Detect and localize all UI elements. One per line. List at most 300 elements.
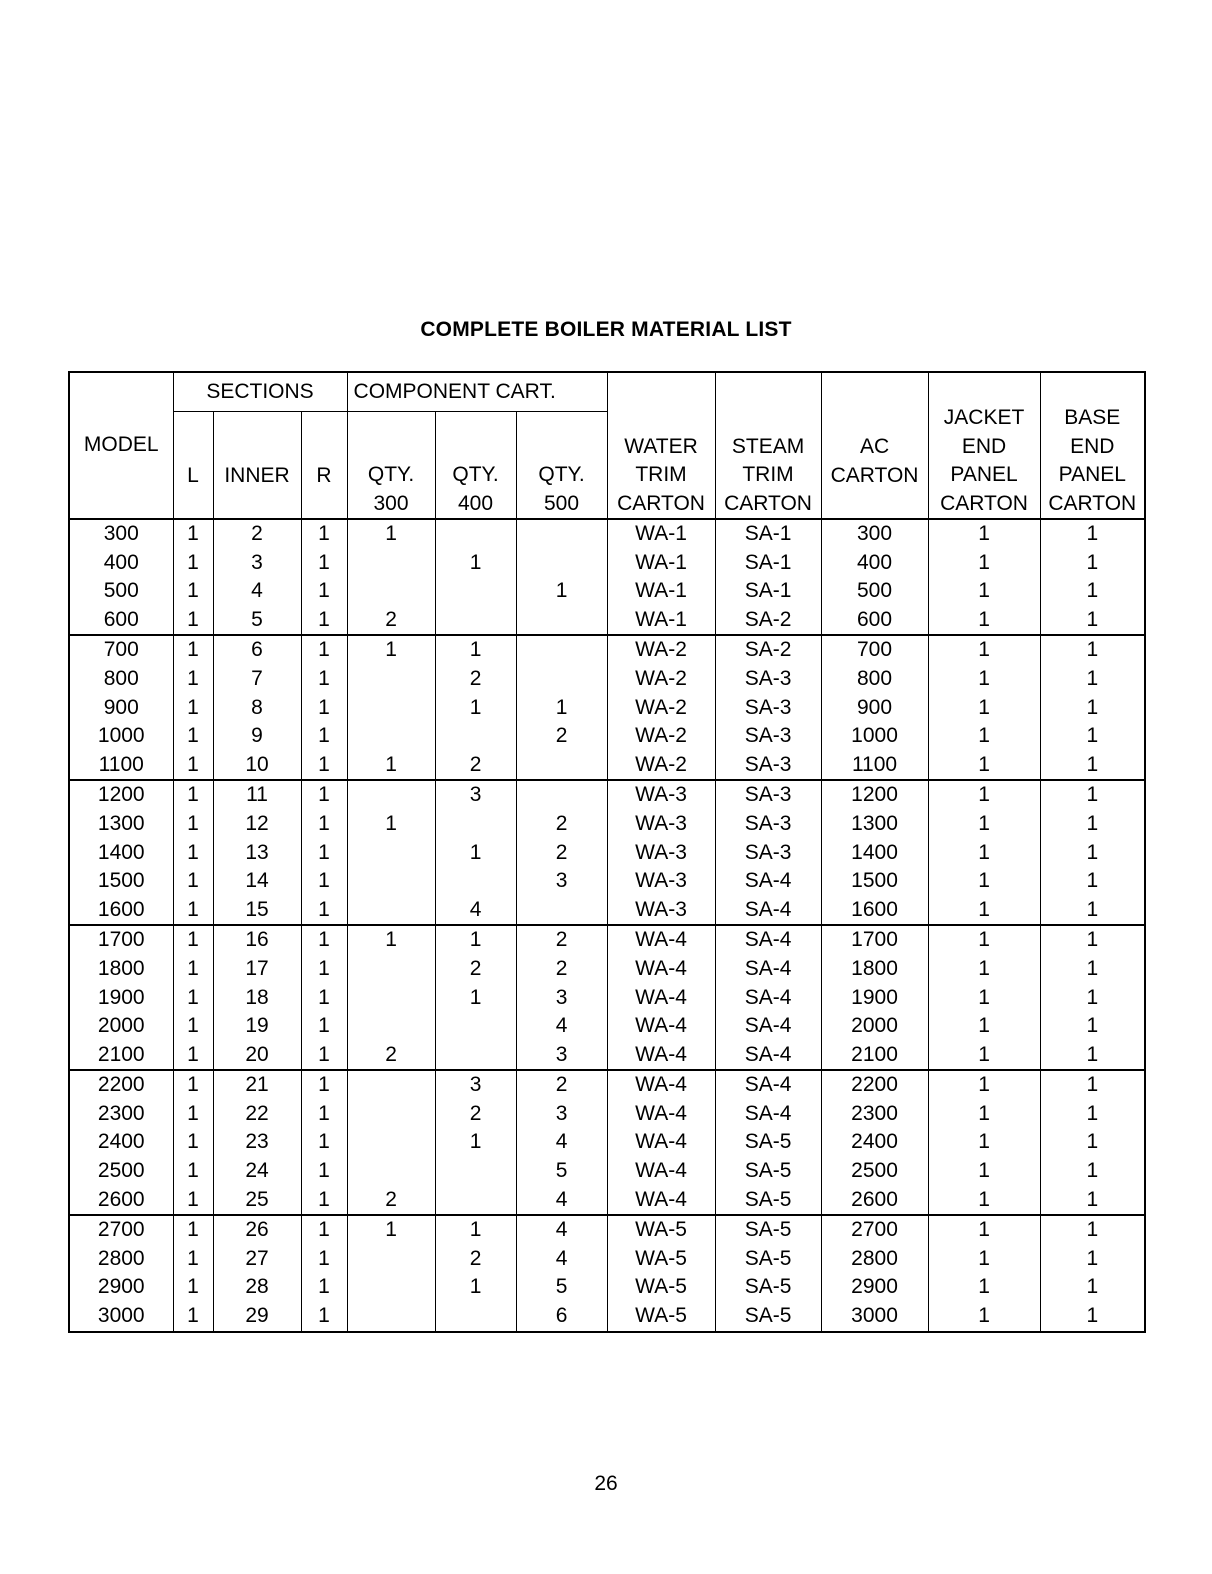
cell-base-end-panel: 1 bbox=[1040, 1041, 1145, 1071]
cell-ac-carton: 1100 bbox=[821, 751, 928, 781]
cell-sections-inner: 24 bbox=[213, 1157, 301, 1186]
cell-steam-trim: SA-3 bbox=[715, 839, 821, 868]
cell-jacket-end-panel: 1 bbox=[928, 606, 1040, 636]
cell-base-end-panel: 1 bbox=[1040, 694, 1145, 723]
table-row bbox=[69, 925, 1145, 955]
cell-water-trim: WA-4 bbox=[607, 1070, 715, 1100]
cell-ac-carton: 2100 bbox=[821, 1041, 928, 1071]
cell-jacket-end-panel: 1 bbox=[928, 635, 1040, 665]
cell-qty-500: 1 bbox=[516, 694, 607, 723]
cell-qty-300 bbox=[347, 1273, 435, 1302]
cell-jacket-end-panel: 1 bbox=[928, 1070, 1040, 1100]
cell-sections-inner: 10 bbox=[213, 751, 301, 781]
cell-qty-500: 3 bbox=[516, 867, 607, 896]
header-component-cart: COMPONENT CART. bbox=[347, 372, 607, 412]
cell-base-end-panel: 1 bbox=[1040, 1186, 1145, 1216]
cell-qty-400 bbox=[435, 1186, 516, 1216]
cell-sections-r: 1 bbox=[301, 606, 347, 636]
cell-sections-inner: 27 bbox=[213, 1245, 301, 1274]
cell-qty-400 bbox=[435, 606, 516, 636]
cell-qty-300 bbox=[347, 1012, 435, 1041]
header-jacket-line: JACKET bbox=[943, 406, 1025, 429]
cell-qty-400 bbox=[435, 810, 516, 839]
cell-sections-l: 1 bbox=[173, 1302, 213, 1332]
cell-qty-500: 6 bbox=[516, 1302, 607, 1332]
cell-ac-carton: 400 bbox=[821, 549, 928, 578]
cell-sections-r: 1 bbox=[301, 810, 347, 839]
table-row bbox=[69, 839, 1145, 868]
cell-jacket-end-panel: 1 bbox=[928, 1302, 1040, 1332]
cell-steam-trim: SA-1 bbox=[715, 549, 821, 578]
cell-jacket-end-panel: 1 bbox=[928, 1215, 1040, 1245]
cell-jacket-end-panel: 1 bbox=[928, 665, 1040, 694]
header-base-line: BASE bbox=[1064, 406, 1121, 429]
cell-qty-500: 4 bbox=[516, 1215, 607, 1245]
cell-ac-carton: 1300 bbox=[821, 810, 928, 839]
cell-steam-trim: SA-4 bbox=[715, 867, 821, 896]
cell-qty-300 bbox=[347, 1245, 435, 1274]
table-row bbox=[69, 1186, 1145, 1216]
cell-sections-inner: 19 bbox=[213, 1012, 301, 1041]
cell-sections-l: 1 bbox=[173, 694, 213, 723]
cell-qty-400: 1 bbox=[435, 1215, 516, 1245]
cell-base-end-panel: 1 bbox=[1040, 1245, 1145, 1274]
cell-sections-l: 1 bbox=[173, 665, 213, 694]
cell-base-end-panel: 1 bbox=[1040, 1012, 1145, 1041]
cell-qty-300 bbox=[347, 839, 435, 868]
cell-jacket-end-panel: 1 bbox=[928, 780, 1040, 810]
cell-steam-trim: SA-2 bbox=[715, 606, 821, 636]
cell-base-end-panel: 1 bbox=[1040, 519, 1145, 549]
cell-ac-carton: 1400 bbox=[821, 839, 928, 868]
cell-model: 1100 bbox=[69, 751, 173, 781]
cell-steam-trim: SA-3 bbox=[715, 751, 821, 781]
cell-sections-r: 1 bbox=[301, 1273, 347, 1302]
cell-sections-l: 1 bbox=[173, 722, 213, 751]
cell-qty-300 bbox=[347, 694, 435, 723]
cell-base-end-panel: 1 bbox=[1040, 1128, 1145, 1157]
cell-sections-r: 1 bbox=[301, 1186, 347, 1216]
cell-ac-carton: 1600 bbox=[821, 896, 928, 926]
cell-water-trim: WA-3 bbox=[607, 810, 715, 839]
cell-qty-400: 1 bbox=[435, 839, 516, 868]
cell-sections-l: 1 bbox=[173, 1070, 213, 1100]
cell-model: 1200 bbox=[69, 780, 173, 810]
cell-sections-r: 1 bbox=[301, 635, 347, 665]
cell-jacket-end-panel: 1 bbox=[928, 1041, 1040, 1071]
cell-sections-l: 1 bbox=[173, 1157, 213, 1186]
cell-model: 600 bbox=[69, 606, 173, 636]
cell-qty-300 bbox=[347, 577, 435, 606]
cell-sections-inner: 26 bbox=[213, 1215, 301, 1245]
cell-sections-inner: 3 bbox=[213, 549, 301, 578]
cell-qty-400 bbox=[435, 1041, 516, 1071]
cell-qty-400: 1 bbox=[435, 694, 516, 723]
cell-sections-r: 1 bbox=[301, 1245, 347, 1274]
cell-sections-r: 1 bbox=[301, 896, 347, 926]
cell-qty-300: 1 bbox=[347, 751, 435, 781]
cell-base-end-panel: 1 bbox=[1040, 1070, 1145, 1100]
cell-model: 3000 bbox=[69, 1302, 173, 1332]
cell-qty-300: 2 bbox=[347, 1041, 435, 1071]
cell-sections-r: 1 bbox=[301, 549, 347, 578]
cell-qty-300 bbox=[347, 1128, 435, 1157]
cell-sections-l: 1 bbox=[173, 925, 213, 955]
table-row bbox=[69, 665, 1145, 694]
cell-ac-carton: 1000 bbox=[821, 722, 928, 751]
cell-qty-300 bbox=[347, 896, 435, 926]
cell-sections-r: 1 bbox=[301, 780, 347, 810]
cell-jacket-end-panel: 1 bbox=[928, 1100, 1040, 1129]
cell-steam-trim: SA-5 bbox=[715, 1157, 821, 1186]
cell-water-trim: WA-2 bbox=[607, 751, 715, 781]
cell-steam-trim: SA-4 bbox=[715, 984, 821, 1013]
cell-model: 2400 bbox=[69, 1128, 173, 1157]
table-header bbox=[69, 372, 1145, 519]
cell-sections-l: 1 bbox=[173, 839, 213, 868]
cell-sections-inner: 7 bbox=[213, 665, 301, 694]
cell-sections-l: 1 bbox=[173, 1128, 213, 1157]
cell-qty-400: 2 bbox=[435, 751, 516, 781]
cell-sections-l: 1 bbox=[173, 1041, 213, 1071]
cell-qty-300 bbox=[347, 780, 435, 810]
header-steam-trim-line: STEAM bbox=[731, 434, 805, 458]
cell-steam-trim: SA-5 bbox=[715, 1273, 821, 1302]
cell-qty-300 bbox=[347, 984, 435, 1013]
cell-qty-400: 3 bbox=[435, 780, 516, 810]
cell-model: 700 bbox=[69, 635, 173, 665]
cell-ac-carton: 2900 bbox=[821, 1273, 928, 1302]
cell-sections-inner: 5 bbox=[213, 606, 301, 636]
table-row bbox=[69, 1070, 1145, 1100]
cell-qty-500 bbox=[516, 751, 607, 781]
header-water-trim bbox=[607, 372, 715, 519]
cell-sections-inner: 25 bbox=[213, 1186, 301, 1216]
cell-water-trim: WA-2 bbox=[607, 665, 715, 694]
header-qty-300-line: 300 bbox=[373, 491, 409, 515]
cell-ac-carton: 900 bbox=[821, 694, 928, 723]
header-sections-l: L bbox=[173, 412, 213, 520]
cell-water-trim: WA-4 bbox=[607, 1128, 715, 1157]
cell-sections-r: 1 bbox=[301, 1302, 347, 1332]
cell-qty-500: 2 bbox=[516, 810, 607, 839]
cell-qty-500: 1 bbox=[516, 577, 607, 606]
cell-steam-trim: SA-5 bbox=[715, 1215, 821, 1245]
cell-water-trim: WA-5 bbox=[607, 1302, 715, 1332]
cell-jacket-end-panel: 1 bbox=[928, 955, 1040, 984]
cell-ac-carton: 1200 bbox=[821, 780, 928, 810]
cell-jacket-end-panel: 1 bbox=[928, 839, 1040, 868]
cell-model: 1900 bbox=[69, 984, 173, 1013]
cell-model: 2100 bbox=[69, 1041, 173, 1071]
cell-base-end-panel: 1 bbox=[1040, 984, 1145, 1013]
cell-jacket-end-panel: 1 bbox=[928, 925, 1040, 955]
cell-water-trim: WA-1 bbox=[607, 606, 715, 636]
cell-sections-inner: 6 bbox=[213, 635, 301, 665]
cell-water-trim: WA-2 bbox=[607, 722, 715, 751]
cell-sections-r: 1 bbox=[301, 1157, 347, 1186]
cell-base-end-panel: 1 bbox=[1040, 867, 1145, 896]
cell-qty-500: 5 bbox=[516, 1273, 607, 1302]
cell-base-end-panel: 1 bbox=[1040, 1273, 1145, 1302]
cell-sections-l: 1 bbox=[173, 896, 213, 926]
cell-model: 1800 bbox=[69, 955, 173, 984]
cell-sections-r: 1 bbox=[301, 519, 347, 549]
cell-water-trim: WA-3 bbox=[607, 839, 715, 868]
cell-sections-l: 1 bbox=[173, 1186, 213, 1216]
cell-qty-300: 1 bbox=[347, 1215, 435, 1245]
header-qty-500 bbox=[516, 412, 607, 520]
header-jacket-line: CARTON bbox=[940, 491, 1028, 515]
header-water-trim-line: CARTON bbox=[617, 491, 705, 515]
header-sections-r: R bbox=[301, 412, 347, 520]
cell-qty-500: 2 bbox=[516, 1070, 607, 1100]
cell-steam-trim: SA-4 bbox=[715, 1041, 821, 1071]
cell-qty-300 bbox=[347, 1100, 435, 1129]
cell-jacket-end-panel: 1 bbox=[928, 1128, 1040, 1157]
cell-sections-l: 1 bbox=[173, 1100, 213, 1129]
cell-sections-l: 1 bbox=[173, 635, 213, 665]
cell-model: 300 bbox=[69, 519, 173, 549]
cell-qty-400: 1 bbox=[435, 1273, 516, 1302]
cell-model: 1000 bbox=[69, 722, 173, 751]
table-row bbox=[69, 810, 1145, 839]
header-water-trim-line: TRIM bbox=[635, 463, 687, 486]
cell-ac-carton: 1800 bbox=[821, 955, 928, 984]
cell-base-end-panel: 1 bbox=[1040, 839, 1145, 868]
cell-water-trim: WA-3 bbox=[607, 867, 715, 896]
cell-base-end-panel: 1 bbox=[1040, 810, 1145, 839]
cell-sections-l: 1 bbox=[173, 1215, 213, 1245]
cell-sections-inner: 9 bbox=[213, 722, 301, 751]
table-row bbox=[69, 1012, 1145, 1041]
cell-base-end-panel: 1 bbox=[1040, 635, 1145, 665]
header-qty-400 bbox=[435, 412, 516, 520]
cell-qty-500: 2 bbox=[516, 839, 607, 868]
cell-jacket-end-panel: 1 bbox=[928, 722, 1040, 751]
header-ac-carton-line: CARTON bbox=[830, 463, 919, 487]
cell-sections-l: 1 bbox=[173, 867, 213, 896]
header-steam-trim bbox=[715, 372, 821, 519]
cell-steam-trim: SA-5 bbox=[715, 1128, 821, 1157]
cell-sections-r: 1 bbox=[301, 694, 347, 723]
header-steam-trim-line: CARTON bbox=[724, 491, 812, 515]
cell-qty-400: 1 bbox=[435, 635, 516, 665]
cell-qty-500 bbox=[516, 549, 607, 578]
cell-base-end-panel: 1 bbox=[1040, 955, 1145, 984]
cell-base-end-panel: 1 bbox=[1040, 606, 1145, 636]
cell-ac-carton: 2000 bbox=[821, 1012, 928, 1041]
cell-base-end-panel: 1 bbox=[1040, 1100, 1145, 1129]
cell-qty-300: 1 bbox=[347, 635, 435, 665]
cell-qty-500: 4 bbox=[516, 1128, 607, 1157]
cell-sections-r: 1 bbox=[301, 925, 347, 955]
cell-water-trim: WA-4 bbox=[607, 984, 715, 1013]
cell-sections-r: 1 bbox=[301, 867, 347, 896]
cell-steam-trim: SA-1 bbox=[715, 519, 821, 549]
table-row bbox=[69, 867, 1145, 896]
cell-ac-carton: 2300 bbox=[821, 1100, 928, 1129]
cell-qty-400: 2 bbox=[435, 665, 516, 694]
cell-qty-500: 3 bbox=[516, 984, 607, 1013]
cell-model: 1600 bbox=[69, 896, 173, 926]
cell-qty-400: 2 bbox=[435, 1245, 516, 1274]
cell-qty-400: 3 bbox=[435, 1070, 516, 1100]
cell-base-end-panel: 1 bbox=[1040, 577, 1145, 606]
cell-base-end-panel: 1 bbox=[1040, 780, 1145, 810]
cell-sections-r: 1 bbox=[301, 1070, 347, 1100]
header-jacket-line: END bbox=[961, 434, 1007, 458]
cell-water-trim: WA-1 bbox=[607, 577, 715, 606]
table-row bbox=[69, 1041, 1145, 1071]
cell-water-trim: WA-4 bbox=[607, 955, 715, 984]
cell-sections-r: 1 bbox=[301, 1041, 347, 1071]
cell-sections-l: 1 bbox=[173, 577, 213, 606]
header-ac-carton-line: AC bbox=[859, 435, 890, 458]
cell-steam-trim: SA-5 bbox=[715, 1245, 821, 1274]
table-row bbox=[69, 1157, 1145, 1186]
cell-qty-300: 1 bbox=[347, 925, 435, 955]
cell-qty-300 bbox=[347, 867, 435, 896]
cell-model: 800 bbox=[69, 665, 173, 694]
cell-steam-trim: SA-4 bbox=[715, 896, 821, 926]
cell-ac-carton: 2400 bbox=[821, 1128, 928, 1157]
table-row bbox=[69, 984, 1145, 1013]
cell-sections-l: 1 bbox=[173, 606, 213, 636]
cell-ac-carton: 1700 bbox=[821, 925, 928, 955]
cell-model: 1700 bbox=[69, 925, 173, 955]
cell-water-trim: WA-4 bbox=[607, 925, 715, 955]
cell-qty-400: 1 bbox=[435, 925, 516, 955]
table-row bbox=[69, 1245, 1145, 1274]
table-row bbox=[69, 606, 1145, 636]
cell-sections-inner: 23 bbox=[213, 1128, 301, 1157]
cell-water-trim: WA-4 bbox=[607, 1100, 715, 1129]
table-row bbox=[69, 577, 1145, 606]
cell-qty-400 bbox=[435, 722, 516, 751]
cell-steam-trim: SA-5 bbox=[715, 1186, 821, 1216]
cell-qty-500: 4 bbox=[516, 1245, 607, 1274]
header-water-trim-line: WATER bbox=[624, 434, 698, 458]
cell-sections-r: 1 bbox=[301, 984, 347, 1013]
cell-ac-carton: 300 bbox=[821, 519, 928, 549]
cell-model: 2000 bbox=[69, 1012, 173, 1041]
cell-ac-carton: 700 bbox=[821, 635, 928, 665]
cell-steam-trim: SA-4 bbox=[715, 1012, 821, 1041]
cell-steam-trim: SA-3 bbox=[715, 780, 821, 810]
cell-steam-trim: SA-4 bbox=[715, 1070, 821, 1100]
cell-base-end-panel: 1 bbox=[1040, 1302, 1145, 1332]
cell-sections-l: 1 bbox=[173, 955, 213, 984]
cell-qty-500 bbox=[516, 519, 607, 549]
cell-model: 2900 bbox=[69, 1273, 173, 1302]
cell-model: 1400 bbox=[69, 839, 173, 868]
cell-sections-r: 1 bbox=[301, 665, 347, 694]
cell-sections-l: 1 bbox=[173, 780, 213, 810]
header-steam-trim-line: TRIM bbox=[742, 463, 794, 486]
cell-sections-r: 1 bbox=[301, 839, 347, 868]
cell-sections-r: 1 bbox=[301, 577, 347, 606]
table-row bbox=[69, 751, 1145, 781]
cell-sections-inner: 15 bbox=[213, 896, 301, 926]
table-row bbox=[69, 1302, 1145, 1332]
cell-sections-l: 1 bbox=[173, 984, 213, 1013]
cell-qty-300 bbox=[347, 955, 435, 984]
cell-steam-trim: SA-3 bbox=[715, 722, 821, 751]
header-base-line: END bbox=[1070, 434, 1115, 458]
cell-sections-inner: 11 bbox=[213, 780, 301, 810]
cell-qty-500 bbox=[516, 896, 607, 926]
cell-base-end-panel: 1 bbox=[1040, 722, 1145, 751]
header-qty-400-line: QTY. bbox=[452, 463, 499, 486]
header-model: MODEL bbox=[69, 372, 173, 519]
cell-jacket-end-panel: 1 bbox=[928, 519, 1040, 549]
table-row bbox=[69, 1100, 1145, 1129]
cell-ac-carton: 2500 bbox=[821, 1157, 928, 1186]
cell-jacket-end-panel: 1 bbox=[928, 810, 1040, 839]
cell-sections-inner: 17 bbox=[213, 955, 301, 984]
cell-base-end-panel: 1 bbox=[1040, 1215, 1145, 1245]
cell-steam-trim: SA-4 bbox=[715, 1100, 821, 1129]
cell-sections-inner: 21 bbox=[213, 1070, 301, 1100]
cell-sections-inner: 8 bbox=[213, 694, 301, 723]
cell-sections-r: 1 bbox=[301, 955, 347, 984]
cell-base-end-panel: 1 bbox=[1040, 665, 1145, 694]
header-sections-inner: INNER bbox=[213, 412, 301, 520]
page-title: COMPLETE BOILER MATERIAL LIST bbox=[420, 318, 792, 341]
cell-ac-carton: 800 bbox=[821, 665, 928, 694]
cell-sections-r: 1 bbox=[301, 1012, 347, 1041]
cell-jacket-end-panel: 1 bbox=[928, 1012, 1040, 1041]
cell-base-end-panel: 1 bbox=[1040, 1157, 1145, 1186]
cell-steam-trim: SA-3 bbox=[715, 810, 821, 839]
cell-water-trim: WA-2 bbox=[607, 694, 715, 723]
cell-ac-carton: 2200 bbox=[821, 1070, 928, 1100]
cell-sections-r: 1 bbox=[301, 1215, 347, 1245]
table-row bbox=[69, 955, 1145, 984]
cell-sections-l: 1 bbox=[173, 1012, 213, 1041]
cell-sections-inner: 18 bbox=[213, 984, 301, 1013]
cell-qty-400 bbox=[435, 1157, 516, 1186]
cell-qty-300: 1 bbox=[347, 519, 435, 549]
cell-jacket-end-panel: 1 bbox=[928, 694, 1040, 723]
cell-water-trim: WA-4 bbox=[607, 1041, 715, 1071]
table-row bbox=[69, 1273, 1145, 1302]
table-row bbox=[69, 1128, 1145, 1157]
cell-sections-l: 1 bbox=[173, 519, 213, 549]
cell-qty-400: 2 bbox=[435, 955, 516, 984]
cell-jacket-end-panel: 1 bbox=[928, 1186, 1040, 1216]
table-row bbox=[69, 780, 1145, 810]
cell-water-trim: WA-1 bbox=[607, 549, 715, 578]
cell-ac-carton: 500 bbox=[821, 577, 928, 606]
cell-ac-carton: 2800 bbox=[821, 1245, 928, 1274]
cell-water-trim: WA-4 bbox=[607, 1186, 715, 1216]
header-qty-400-line: 400 bbox=[458, 491, 494, 515]
cell-qty-400 bbox=[435, 577, 516, 606]
cell-qty-300: 2 bbox=[347, 606, 435, 636]
cell-qty-400 bbox=[435, 867, 516, 896]
header-base-line: PANEL bbox=[1058, 463, 1126, 486]
cell-steam-trim: SA-3 bbox=[715, 665, 821, 694]
cell-qty-500: 3 bbox=[516, 1100, 607, 1129]
cell-sections-inner: 4 bbox=[213, 577, 301, 606]
cell-qty-500 bbox=[516, 780, 607, 810]
table-row bbox=[69, 694, 1145, 723]
cell-qty-500: 5 bbox=[516, 1157, 607, 1186]
cell-steam-trim: SA-4 bbox=[715, 955, 821, 984]
cell-jacket-end-panel: 1 bbox=[928, 1273, 1040, 1302]
